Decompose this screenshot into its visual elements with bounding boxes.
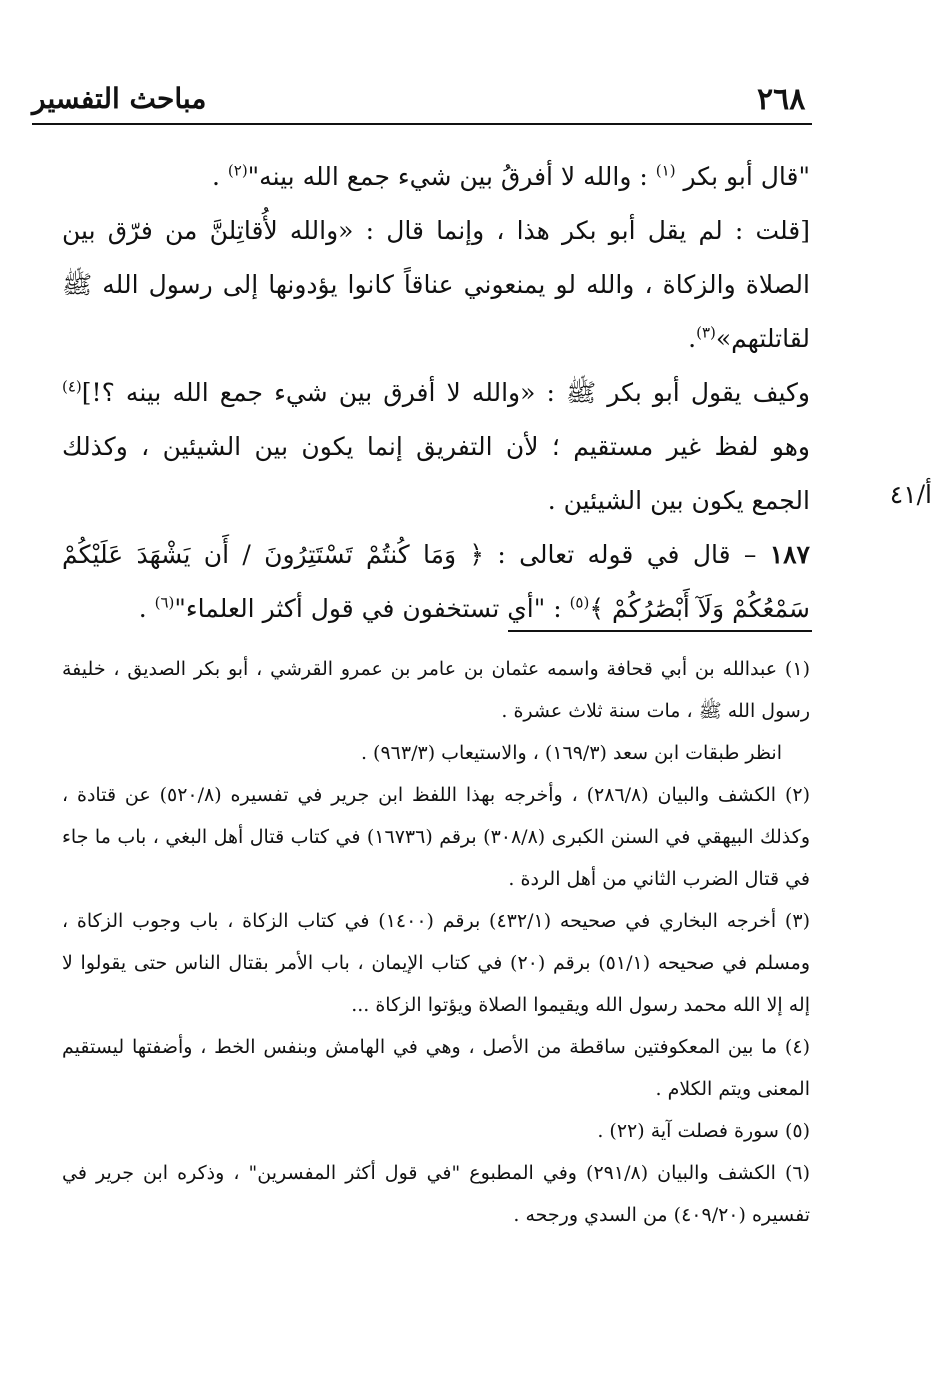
paragraph-text: : "أي تستخفون في قول أكثر العلماء" <box>174 594 570 623</box>
header-rule <box>32 123 812 125</box>
paragraph-text: وكيف يقول أبو بكر ﷺ : «والله لا أفرق بين شيء جمع الله بينه ؟!] <box>81 378 810 407</box>
footnote-5: (٥) سورة فصلت آية (٢٢) . <box>597 1120 810 1142</box>
paragraph-text: وهو لفظ غير مستقيم ؛ لأن التفريق إنما يكون بين الشيئين ، وكذلك الجمع يكون بين الشيئين . <box>62 432 810 515</box>
margin-folio-reference: أ/٤١ <box>889 480 932 509</box>
footnote-1-reference: انظر طبقات ابن سعد (١٦٩/٣) ، والاستيعاب (٩٦٣/٣) . <box>360 742 782 764</box>
paragraph-text: . <box>211 162 228 191</box>
paragraph-3 <box>62 366 810 528</box>
footnote-marker: (٤) <box>62 377 82 396</box>
footnote-1: (١) عبدالله بن أبي قحافة واسمه عثمان بن عامر بن عمرو القرشي ، أبو بكر الصديق ، خليفة رسول الله ﷺ ، مات سنة ثلاث عشرة . <box>62 658 810 722</box>
footnote-4: (٤) ما بين المعكوفتين ساقطة من الأصل ، وهي في الهامش وبنفس الخط ، وأضفتها ليستقيم المعنى ويتم الكلام . <box>62 1036 810 1100</box>
main-text <box>62 150 810 636</box>
paragraph-2 <box>62 204 810 366</box>
entry-number: ١٨٧ <box>769 540 810 569</box>
paragraph-text: : والله لا أفرقُ بين شيء جمع الله بينه" <box>247 162 656 191</box>
page-number: ٢٦٨ <box>757 82 806 117</box>
footnotes <box>62 648 810 1236</box>
footnote-marker: (٦) <box>154 593 175 612</box>
paragraph-1 <box>62 150 810 204</box>
footnote-marker: (٥) <box>569 593 590 612</box>
footnote-marker: (١) <box>655 161 676 180</box>
footnote-marker: (٢) <box>227 161 248 180</box>
footnote-3: (٣) أخرجه البخاري في صحيحه (٤٣٢/١) برقم (١٤٠٠) في كتاب الزكاة ، باب وجوب الزكاة ، ومسلم في صحيحه (٥١/١) برقم (٢٠) في كتاب الإيمان ، باب الأمر بقتال الناس حتى يقولوا لا إله إلا الله محمد رسول الله ويقيموا الصلاة ويؤتوا الزكاة ... <box>62 910 810 1016</box>
running-title: مباحث التفسير <box>32 82 207 115</box>
footnote-rule <box>508 630 812 632</box>
page-header <box>32 80 812 120</box>
paragraph-4 <box>62 528 810 636</box>
paragraph-text: – قال في قوله تعالى : ﴿ وَمَا كُنتُمْ تَسْتَتِرُونَ / أَن يَشْهَدَ عَلَيْكُمْ سَمْعُكُمْ وَلَآ أَبْصَٰرُكُمْ ﴾ <box>62 540 810 623</box>
footnote-6: (٦) الكشف والبيان (٢٩١/٨) وفي المطبوع "في قول أكثر المفسرين" ، وذكره ابن جرير في تفسيره (٤٠٩/٢٠) من السدي ورجحه . <box>62 1162 811 1226</box>
paragraph-text: . <box>138 594 155 623</box>
footnote-2: (٢) الكشف والبيان (٢٨٦/٨) ، وأخرجه بهذا اللفظ ابن جرير في تفسيره (٥٢٠/٨) عن قتادة ، وكذلك البيهقي في السنن الكبرى (٣٠٨/٨) برقم (١٦٧٣٦) في كتاب قتال أهل البغي ، باب ما جاء في قتال الضرب الثاني من أهل الردة . <box>62 784 811 890</box>
footnote-marker: (٣) <box>696 323 716 342</box>
paragraph-text: "قال أبو بكر <box>675 162 810 191</box>
paragraph-text: [قلت : لم يقل أبو بكر هذا ، وإنما قال : «والله لأُقاتِلنَّ من فرّق بين الصلاة والزكاة ، والله لو يمنعوني عناقاً كانوا يؤدونها إلى رسول الله ﷺ لقاتلتهم» <box>62 216 810 353</box>
paragraph-text: . <box>688 324 697 353</box>
